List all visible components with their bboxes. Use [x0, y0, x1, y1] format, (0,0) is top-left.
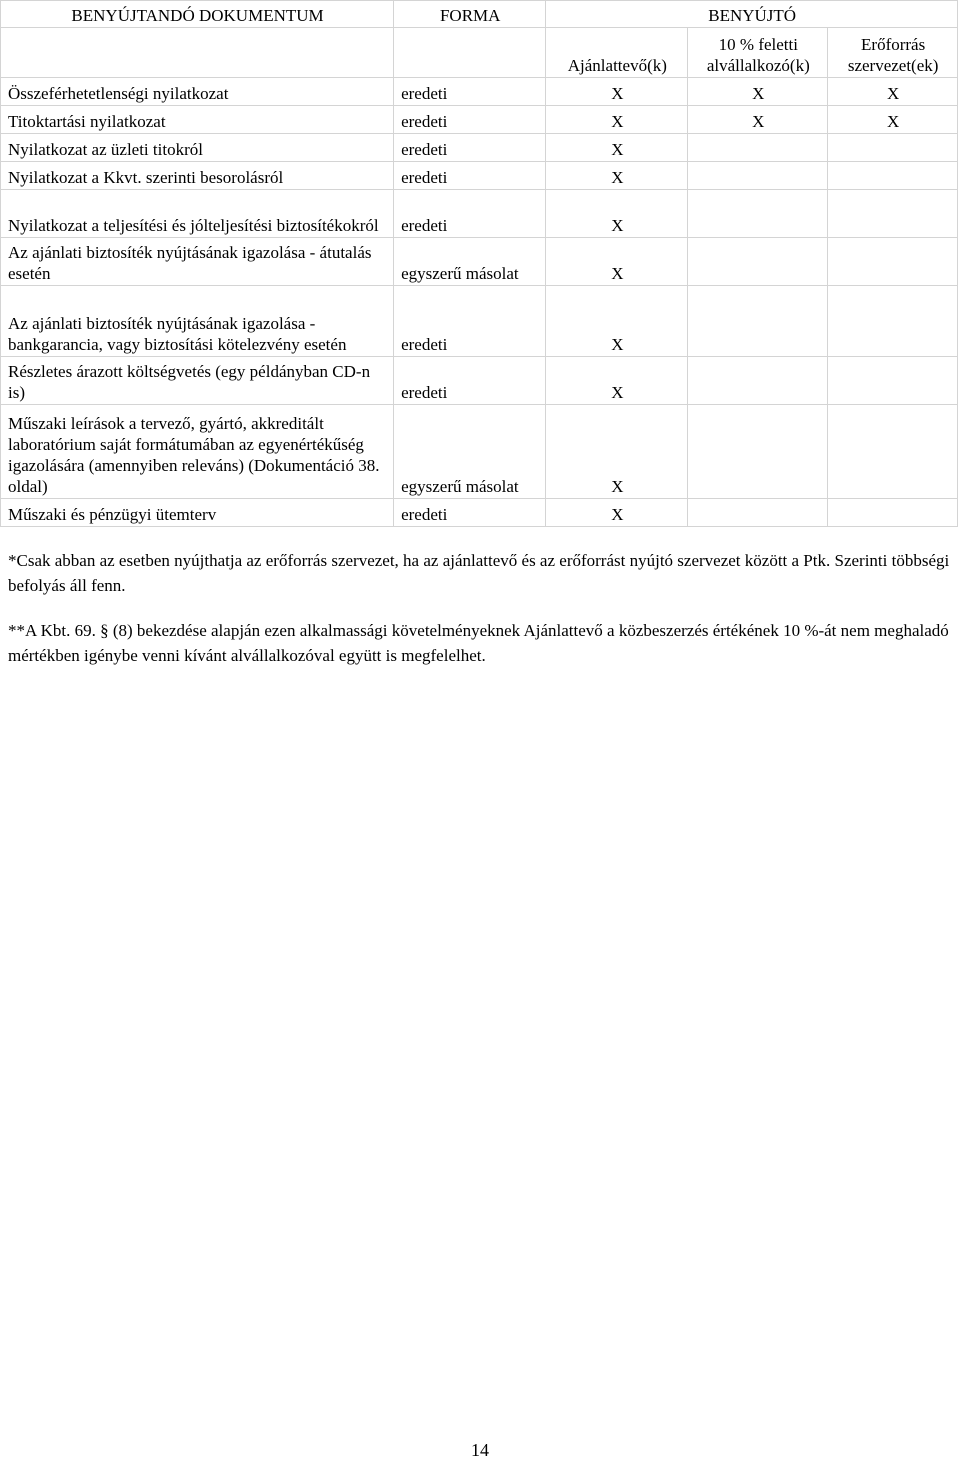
cell-document: Összeférhetetlenségi nyilatkozat	[1, 78, 394, 106]
header-empty-form	[394, 28, 546, 78]
cell-subcontractor	[688, 238, 828, 286]
header-bidder: Ajánlattevő(k)	[546, 28, 688, 78]
table-row	[1, 357, 958, 405]
cell-form: eredeti	[394, 106, 546, 134]
cell-document: Műszaki és pénzügyi ütemterv	[1, 499, 394, 527]
cell-resource	[828, 162, 958, 190]
cell-bidder: X	[546, 357, 688, 405]
cell-form: eredeti	[394, 190, 546, 238]
cell-bidder: X	[546, 106, 688, 134]
cell-document: Nyilatkozat az üzleti titokról	[1, 134, 394, 162]
cell-resource: X	[828, 78, 958, 106]
cell-subcontractor	[688, 286, 828, 357]
table-row	[1, 190, 958, 238]
cell-subcontractor	[688, 162, 828, 190]
cell-subcontractor	[688, 357, 828, 405]
cell-document: Részletes árazott költségvetés (egy példányban CD-n is)	[1, 357, 394, 405]
cell-form: eredeti	[394, 78, 546, 106]
cell-document: Az ajánlati biztosíték nyújtásának igazolása - bankgarancia, vagy biztosítási kötelezvény esetén	[1, 286, 394, 357]
table-row	[1, 78, 958, 106]
footnote-2: **A Kbt. 69. § (8) bekezdése alapján ezen alkalmassági követelményeknek Ajánlattevő a közbeszerzés értékének 10 %-át nem meghaladó mértékben igénybe venni kívánt alvállalkozóval együtt is megfelelhet.	[8, 621, 949, 665]
cell-form: eredeti	[394, 357, 546, 405]
header-submitter: BENYÚJTÓ	[546, 1, 958, 28]
cell-subcontractor: X	[688, 106, 828, 134]
table-row	[1, 286, 958, 357]
cell-form: eredeti	[394, 499, 546, 527]
header-form: FORMA	[394, 1, 546, 28]
cell-bidder: X	[546, 286, 688, 357]
header-document: BENYÚJTANDÓ DOKUMENTUM	[1, 1, 394, 28]
cell-bidder: X	[546, 238, 688, 286]
table-body	[1, 78, 958, 527]
page-number: 14	[471, 1440, 489, 1460]
cell-form: eredeti	[394, 162, 546, 190]
cell-resource	[828, 190, 958, 238]
cell-resource	[828, 499, 958, 527]
cell-bidder: X	[546, 405, 688, 499]
table-row	[1, 405, 958, 499]
header-subcontractor: 10 % feletti alvállalkozó(k)	[688, 28, 828, 78]
cell-subcontractor	[688, 499, 828, 527]
cell-document: Nyilatkozat a Kkvt. szerinti besorolásról	[1, 162, 394, 190]
header-empty-document	[1, 28, 394, 78]
cell-resource	[828, 357, 958, 405]
cell-bidder: X	[546, 162, 688, 190]
cell-resource	[828, 286, 958, 357]
header-row-main	[1, 1, 958, 28]
table-row	[1, 499, 958, 527]
cell-bidder: X	[546, 134, 688, 162]
cell-form: eredeti	[394, 286, 546, 357]
table-row	[1, 134, 958, 162]
cell-document: Az ajánlati biztosíték nyújtásának igazolása - átutalás esetén	[1, 238, 394, 286]
cell-bidder: X	[546, 78, 688, 106]
cell-form: eredeti	[394, 134, 546, 162]
cell-bidder: X	[546, 190, 688, 238]
cell-form: egyszerű másolat	[394, 238, 546, 286]
cell-document: Titoktartási nyilatkozat	[1, 106, 394, 134]
cell-resource: X	[828, 106, 958, 134]
cell-document: Nyilatkozat a teljesítési és jólteljesítési biztosítékokról	[1, 190, 394, 238]
cell-subcontractor	[688, 190, 828, 238]
footnote-1: *Csak abban az esetben nyújthatja az erőforrás szervezet, ha az ajánlattevő és az erőforrást nyújtó szervezet között a Ptk. Szerinti többségi befolyás áll fenn.	[8, 551, 950, 595]
cell-form: egyszerű másolat	[394, 405, 546, 499]
documents-table	[0, 0, 958, 527]
cell-subcontractor: X	[688, 78, 828, 106]
table-row	[1, 162, 958, 190]
header-row-sub	[1, 28, 958, 78]
table-row	[1, 106, 958, 134]
cell-subcontractor	[688, 134, 828, 162]
cell-resource	[828, 405, 958, 499]
header-resource: Erőforrás szervezet(ek)	[828, 28, 958, 78]
cell-resource	[828, 134, 958, 162]
footnotes	[8, 548, 952, 688]
cell-subcontractor	[688, 405, 828, 499]
table-row	[1, 238, 958, 286]
cell-resource	[828, 238, 958, 286]
cell-document: Műszaki leírások a tervező, gyártó, akkreditált laboratórium saját formátumában az egyenértékűség igazolására (amennyiben releváns) (Dokumentáció 38. oldal)	[1, 405, 394, 499]
cell-bidder: X	[546, 499, 688, 527]
